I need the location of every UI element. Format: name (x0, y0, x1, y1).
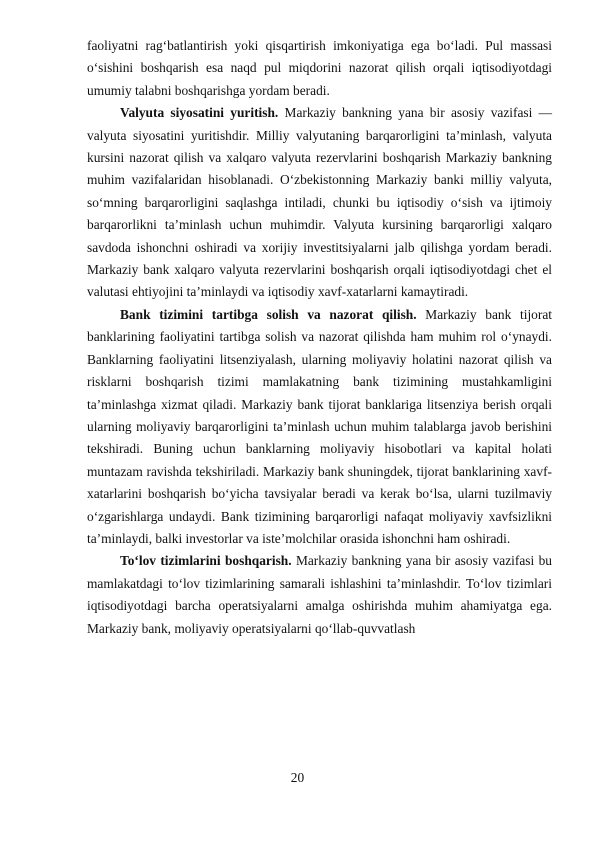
paragraph-currency-policy (87, 102, 552, 304)
section-heading: To‘lov tizimlarini boshqarish. (120, 553, 292, 569)
page-number: 20 (290, 770, 305, 785)
paragraph-text: Markaziy bankning yana bir asosiy vazifasi bu mamlakatdagi to‘lov tizimlarining samarali ishlashini ta’minlashdir. To‘lov tizimlari iqtisodiyotdagi barcha operatsiyalarni amalga oshirishda muhim ahamiyatga ega. Markaziy bank, moliyaviy operatsiyalarni qo‘llab-quvvatlash (87, 553, 552, 636)
paragraph-text: Markaziy bankning yana bir asosiy vazifasi — valyuta siyosatini yuritishdir. Milliy valyutaning barqarorligini ta’minlash, valyuta kursini nazorat qilish va xalqaro valyuta rezervlarini boshqarish Markaziy bankning muhim vazifalaridan hisoblanadi. O‘zbekistonning Markaziy banki milliy valyuta, so‘mning barqarorligini saqlashga intiladi, chunki bu iqtisodiy o‘sish va ijtimoiy barqarorlikni ta’minlash uchun muhimdir. Valyuta kursining barqarorligi xalqaro savdoda ishonchni oshiradi va xorijiy investitsiyalarni jalb qilishga yordam beradi. Markaziy bank xalqaro valyuta rezervlarini boshqarish orqali iqtisodiyotdagi chet el valutasi ehtiyojini ta’minlaydi va iqtisodiy xavf-xatarlarni kamaytiradi. (87, 105, 553, 300)
section-heading: Valyuta siyosatini yuritish. (120, 105, 279, 121)
paragraph-bank-supervision (87, 304, 552, 550)
paragraph-text: Markaziy bank tijorat banklarining faoliyatini tartibga solish va nazorat qilishda ham muhim rol o‘ynaydi. Banklarning faoliyatini litsenziyalash, ularning moliyaviy holatini nazorat qilish va risklarni boshqarish tizimi mamlakatning bank tizimining mustahkamligini ta’minlashga xizmat qiladi. Markaziy bank tijorat banklariga litsenziya berish orqali ularning moliyaviy barqarorligini ta’minlash uchun muhim talablarga javob berishini tekshiradi. Buning uchun banklarning moliyaviy hisobotlari va kapital holati muntazam ravishda tekshiriladi. Markaziy bank shuningdek, tijorat banklarining xavf-xatarlarini boshqarish bo‘yicha tavsiyalar beradi va kerak bo‘lsa, ularni tuzilmaviy o‘zgarishlarga undaydi. Bank tizimining barqarorligi nafaqat moliyaviy xavfsizlikni ta’minlaydi, balki investorlar va iste’molchilar orasida ishonchni ham oshiradi. (87, 306, 552, 546)
document-body (87, 35, 552, 640)
section-heading: Bank tizimini tartibga solish va nazorat qilish. (120, 306, 417, 322)
paragraph-text: faoliyatni rag‘batlantirish yoki qisqartirish imkoniyatiga ega bo‘ladi. Pul massasi o‘sishini boshqarish esa naqd pul miqdorini nazorat qilish orqali iqtisodiyotdagi umumiy talabni boshqarishga yordam beradi. (87, 38, 552, 98)
paragraph-payment-systems (87, 550, 552, 640)
paragraph-intro (87, 35, 552, 102)
